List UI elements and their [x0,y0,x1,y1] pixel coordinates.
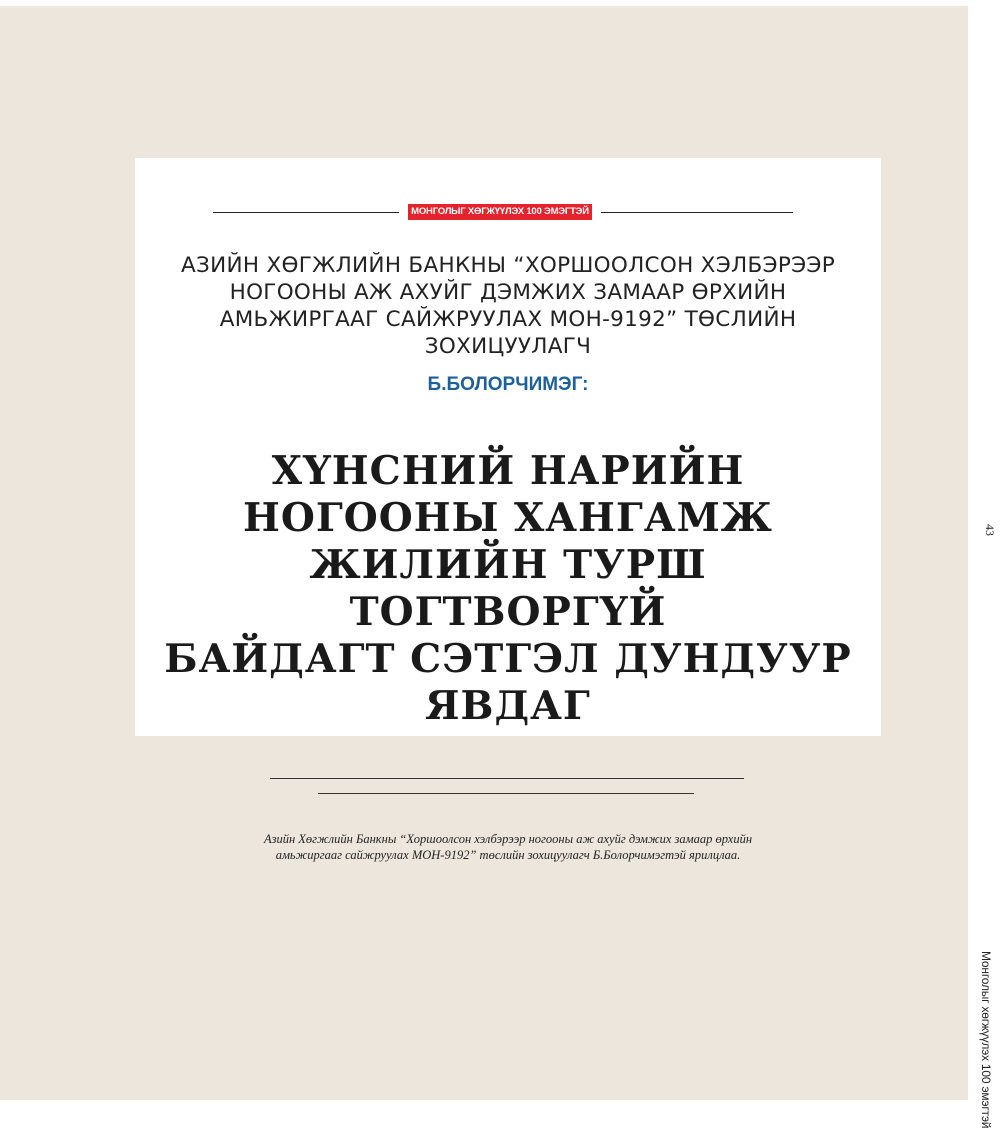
headline-line: ХҮНСНИЙ НАРИЙН [271,448,745,494]
section-rule-left [213,212,399,213]
intro-line: АЗИЙН ХӨГЖЛИЙН БАНКНЫ “ХОРШООЛСОН ХЭЛБЭРЭЭР [181,253,835,278]
headline-line: НОГООНЫ ХАНГАМЖ [243,495,773,541]
caption-line: амьжиргааг сайжруулах МОН-9192” төслийн зохицуулагч Б.Болорчимэгтэй ярилцлаа. [275,848,741,862]
standfirst-caption [200,831,816,863]
headline-line: БАЙДАГТ СЭТГЭЛ ДУНДУУР [164,636,852,682]
intro-text [175,252,841,360]
divider-short [318,793,694,794]
caption-line: Азийн Хөгжлийн Банкны “Хоршоолсон хэлбэрээр ногооны аж ахуйг дэмжих замаар өрхийн [263,832,753,846]
intro-line: ЗОХИЦУУЛАГЧ [424,334,592,359]
interviewee-name: Б.БОЛОРЧИМЭГ: [427,374,589,395]
headline-line: ЯВДАГ [425,683,591,729]
publication-title: Монголыг хөгжүүлэх 100 эмэгтэй [979,951,993,1128]
section-tag: МОНГОЛЫГ ХӨГЖҮҮЛЭХ 100 ЭМЭГТЭЙ [408,204,592,220]
divider-long [270,778,744,779]
headline [155,448,861,730]
headline-line: ЖИЛИЙН ТУРШ ТОГТВОРГҮЙ [309,542,707,635]
section-rule-right [601,212,793,213]
intro-line: НОГООНЫ АЖ АХУЙГ ДЭМЖИХ ЗАМААР ӨРХИЙН [229,280,787,305]
intro-line: АМЬЖИРГААГ САЙЖРУУЛАХ МОН-9192” ТӨСЛИЙН [219,307,797,332]
magazine-page [0,6,968,1100]
title-card [135,158,881,736]
section-header [213,202,793,222]
page-number: 43 [983,524,997,536]
